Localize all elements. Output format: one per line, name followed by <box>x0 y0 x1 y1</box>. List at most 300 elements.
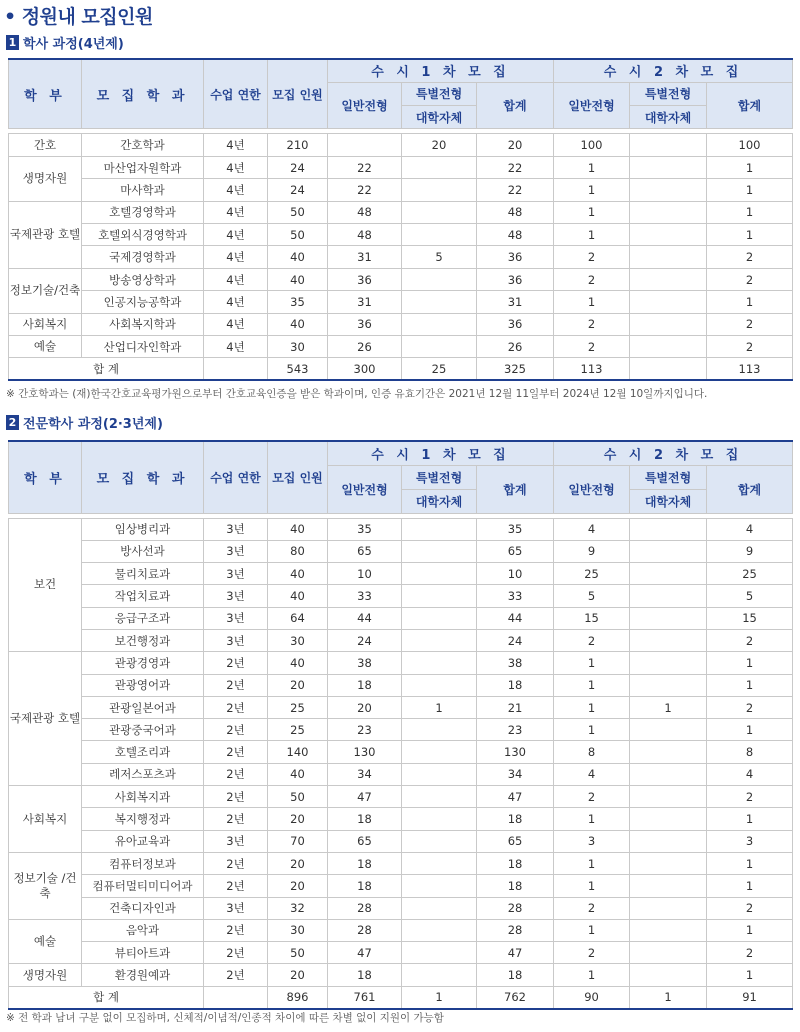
r2-total-cell: 15 <box>707 607 793 629</box>
years-cell: 4년 <box>204 246 268 268</box>
major-cell: 작업치료과 <box>82 585 204 607</box>
header-r2-special: 특별전형 <box>630 82 707 105</box>
r2-total-cell: 1 <box>707 719 793 741</box>
r2-special-cell <box>630 652 707 674</box>
r2-special-cell <box>630 763 707 785</box>
bachelor-table <box>8 58 793 381</box>
r2-total-cell: 2 <box>707 696 793 718</box>
total-r1-general-cell: 300 <box>328 358 402 380</box>
major-cell: 사회복지학과 <box>82 313 204 335</box>
r1-general-cell: 18 <box>328 964 402 986</box>
years-cell: 3년 <box>204 585 268 607</box>
quota-cell: 32 <box>268 897 328 919</box>
total-r2-special-cell: 1 <box>630 986 707 1008</box>
r2-total-cell: 3 <box>707 830 793 852</box>
r1-general-cell: 44 <box>328 607 402 629</box>
dept-cell: 간호 <box>9 134 82 156</box>
years-cell: 2년 <box>204 852 268 874</box>
dept-cell: 보건 <box>9 518 82 652</box>
total-quota-cell: 896 <box>268 986 328 1008</box>
r1-total-cell: 47 <box>477 786 554 808</box>
years-cell: 4년 <box>204 156 268 178</box>
r1-special-cell <box>402 585 477 607</box>
dept-cell: 생명자원 <box>9 964 82 986</box>
r2-general-cell: 1 <box>554 719 630 741</box>
header-r1-subtotal: 합계 <box>477 82 554 129</box>
r1-special-cell <box>402 629 477 651</box>
r1-total-cell: 28 <box>477 897 554 919</box>
r2-special-cell <box>630 674 707 696</box>
section1-title: 학사 과정(4년제) <box>23 37 124 52</box>
r2-special-cell <box>630 336 707 358</box>
total-label: 합 계 <box>9 986 204 1008</box>
quota-cell: 40 <box>268 763 328 785</box>
r2-special-cell <box>630 201 707 223</box>
r2-special-cell: 1 <box>630 696 707 718</box>
table-row <box>9 763 793 785</box>
quota-cell: 40 <box>268 268 328 290</box>
major-cell: 임상병리과 <box>82 518 204 540</box>
r2-general-cell: 4 <box>554 763 630 785</box>
total-r1-special-cell: 1 <box>402 986 477 1008</box>
r2-general-cell: 2 <box>554 313 630 335</box>
major-cell: 관광일본어과 <box>82 696 204 718</box>
r2-general-cell: 1 <box>554 696 630 718</box>
table-row <box>9 585 793 607</box>
r2-special-cell <box>630 563 707 585</box>
quota-cell: 24 <box>268 179 328 201</box>
r2-special-cell <box>630 629 707 651</box>
r1-general-cell: 36 <box>328 313 402 335</box>
r1-special-cell <box>402 674 477 696</box>
r2-total-cell: 2 <box>707 942 793 964</box>
r1-total-cell: 20 <box>477 134 554 156</box>
r2-special-cell <box>630 313 707 335</box>
major-cell: 호텔조리과 <box>82 741 204 763</box>
major-cell: 관광경영과 <box>82 652 204 674</box>
quota-cell: 40 <box>268 313 328 335</box>
r2-general-cell: 2 <box>554 786 630 808</box>
r1-special-cell <box>402 919 477 941</box>
r2-general-cell: 1 <box>554 852 630 874</box>
header-r1-special: 특별전형 <box>402 465 477 489</box>
table-row <box>9 268 793 290</box>
r2-general-cell: 1 <box>554 201 630 223</box>
r1-general-cell: 23 <box>328 719 402 741</box>
header-round1: 수 시 1 차 모 집 <box>328 59 554 82</box>
major-cell: 호텔외식경영학과 <box>82 224 204 246</box>
years-cell: 2년 <box>204 942 268 964</box>
r1-general-cell: 18 <box>328 808 402 830</box>
r2-special-cell <box>630 179 707 201</box>
r2-special-cell <box>630 291 707 313</box>
years-cell: 2년 <box>204 696 268 718</box>
years-cell: 2년 <box>204 919 268 941</box>
r1-general-cell: 130 <box>328 741 402 763</box>
major-cell: 환경원예과 <box>82 964 204 986</box>
quota-cell: 35 <box>268 291 328 313</box>
table-row <box>9 224 793 246</box>
major-cell: 응급구조과 <box>82 607 204 629</box>
dept-cell: 국제관광 호텔 <box>9 652 82 786</box>
r1-total-cell: 18 <box>477 808 554 830</box>
r2-special-cell <box>630 134 707 156</box>
r2-total-cell: 1 <box>707 964 793 986</box>
r1-general-cell: 47 <box>328 942 402 964</box>
r1-special-cell <box>402 563 477 585</box>
r2-total-cell: 1 <box>707 201 793 223</box>
table-row <box>9 830 793 852</box>
header-r1-univ-own: 대학자체 <box>402 106 477 129</box>
total-r2-total-cell: 91 <box>707 986 793 1008</box>
quota-cell: 210 <box>268 134 328 156</box>
quota-cell: 40 <box>268 652 328 674</box>
r1-general-cell: 18 <box>328 852 402 874</box>
r1-total-cell: 22 <box>477 156 554 178</box>
r2-special-cell <box>630 942 707 964</box>
quota-cell: 50 <box>268 201 328 223</box>
r1-general-cell: 33 <box>328 585 402 607</box>
r2-total-cell: 1 <box>707 919 793 941</box>
r2-total-cell: 4 <box>707 763 793 785</box>
r2-general-cell: 2 <box>554 942 630 964</box>
total-r2-total-cell: 113 <box>707 358 793 380</box>
table-row <box>9 808 793 830</box>
total-r2-special-cell <box>630 358 707 380</box>
r2-general-cell: 3 <box>554 830 630 852</box>
r1-total-cell: 18 <box>477 674 554 696</box>
quota-cell: 20 <box>268 674 328 696</box>
table-row <box>9 741 793 763</box>
r1-general-cell: 31 <box>328 291 402 313</box>
total-row <box>9 986 793 1008</box>
header-r2-univ-own: 대학자체 <box>630 489 707 513</box>
header-r1-subtotal: 합계 <box>477 465 554 513</box>
section1-number: 1 <box>6 35 19 50</box>
r1-special-cell: 1 <box>402 696 477 718</box>
r1-special-cell <box>402 808 477 830</box>
r1-general-cell: 47 <box>328 786 402 808</box>
section2-title: 전문학사 과정(2·3년제) <box>23 417 163 432</box>
years-cell: 2년 <box>204 719 268 741</box>
years-cell: 4년 <box>204 268 268 290</box>
section2-number: 2 <box>6 415 19 430</box>
header-r1-univ-own: 대학자체 <box>402 489 477 513</box>
r2-general-cell: 2 <box>554 246 630 268</box>
r2-total-cell: 2 <box>707 268 793 290</box>
major-cell: 물리치료과 <box>82 563 204 585</box>
header-r1-general: 일반전형 <box>328 82 402 129</box>
table-row <box>9 607 793 629</box>
r1-special-cell <box>402 741 477 763</box>
r1-general-cell: 36 <box>328 268 402 290</box>
r1-special-cell <box>402 518 477 540</box>
table-row <box>9 156 793 178</box>
r1-total-cell: 22 <box>477 179 554 201</box>
table-row <box>9 942 793 964</box>
r2-special-cell <box>630 830 707 852</box>
r1-general-cell: 28 <box>328 919 402 941</box>
r1-total-cell: 18 <box>477 875 554 897</box>
r1-general-cell: 28 <box>328 897 402 919</box>
table-row <box>9 719 793 741</box>
r1-total-cell: 130 <box>477 741 554 763</box>
table-row <box>9 291 793 313</box>
dept-cell: 생명자원 <box>9 156 82 201</box>
r1-general-cell: 65 <box>328 540 402 562</box>
dept-cell: 예술 <box>9 919 82 964</box>
table-row <box>9 201 793 223</box>
years-cell: 2년 <box>204 964 268 986</box>
r2-total-cell: 1 <box>707 179 793 201</box>
quota-cell: 50 <box>268 224 328 246</box>
quota-cell: 20 <box>268 964 328 986</box>
r2-special-cell <box>630 585 707 607</box>
quota-cell: 20 <box>268 875 328 897</box>
r2-total-cell: 1 <box>707 224 793 246</box>
quota-cell: 80 <box>268 540 328 562</box>
r2-total-cell: 2 <box>707 897 793 919</box>
r2-total-cell: 1 <box>707 652 793 674</box>
quota-cell: 30 <box>268 336 328 358</box>
years-cell: 4년 <box>204 291 268 313</box>
years-cell: 2년 <box>204 808 268 830</box>
r2-special-cell <box>630 518 707 540</box>
r1-total-cell: 34 <box>477 763 554 785</box>
header-r2-subtotal: 합계 <box>707 465 793 513</box>
r2-total-cell: 2 <box>707 313 793 335</box>
years-cell: 2년 <box>204 652 268 674</box>
r2-special-cell <box>630 852 707 874</box>
r1-total-cell: 38 <box>477 652 554 674</box>
r2-general-cell: 1 <box>554 291 630 313</box>
dept-cell: 국제관광 호텔 <box>9 201 82 268</box>
r1-special-cell: 20 <box>402 134 477 156</box>
total-r1-general-cell: 761 <box>328 986 402 1008</box>
header-dept: 학 부 <box>9 441 82 513</box>
quota-cell: 70 <box>268 830 328 852</box>
r2-special-cell <box>630 719 707 741</box>
r1-total-cell: 47 <box>477 942 554 964</box>
quota-cell: 40 <box>268 585 328 607</box>
table-row <box>9 919 793 941</box>
header-r2-general: 일반전형 <box>554 465 630 513</box>
quota-cell: 25 <box>268 696 328 718</box>
major-cell: 호텔경영학과 <box>82 201 204 223</box>
section1-note: ※ 간호학과는 (재)한국간호교육평가원으로부터 간호교육인증을 받은 학과이며, 인증 유효기간은 2021년 12월 11일부터 2024년 12월 10일까지입니다. <box>6 388 708 400</box>
r1-total-cell: 36 <box>477 313 554 335</box>
major-cell: 방사선과 <box>82 540 204 562</box>
r2-total-cell: 8 <box>707 741 793 763</box>
total-years-cell <box>204 986 268 1008</box>
header-years: 수업 연한 <box>204 441 268 513</box>
r2-total-cell: 1 <box>707 852 793 874</box>
r1-total-cell: 36 <box>477 246 554 268</box>
r2-general-cell: 5 <box>554 585 630 607</box>
r2-special-cell <box>630 964 707 986</box>
page-title: • 정원내 모집인원 <box>4 6 153 28</box>
r1-total-cell: 35 <box>477 518 554 540</box>
quota-cell: 40 <box>268 563 328 585</box>
header-round1: 수 시 1 차 모 집 <box>328 441 554 465</box>
r1-total-cell: 18 <box>477 852 554 874</box>
r1-total-cell: 23 <box>477 719 554 741</box>
r2-total-cell: 9 <box>707 540 793 562</box>
years-cell: 4년 <box>204 201 268 223</box>
table-row <box>9 897 793 919</box>
r2-special-cell <box>630 246 707 268</box>
r1-special-cell <box>402 156 477 178</box>
major-cell: 음악과 <box>82 919 204 941</box>
r1-special-cell <box>402 897 477 919</box>
table-row <box>9 674 793 696</box>
r1-total-cell: 44 <box>477 607 554 629</box>
years-cell: 2년 <box>204 786 268 808</box>
table-row <box>9 540 793 562</box>
quota-cell: 40 <box>268 518 328 540</box>
major-cell: 관광중국어과 <box>82 719 204 741</box>
r2-general-cell: 25 <box>554 563 630 585</box>
r2-general-cell: 2 <box>554 629 630 651</box>
total-r2-general-cell: 113 <box>554 358 630 380</box>
header-quota: 모집 인원 <box>268 441 328 513</box>
header-major: 모 집 학 과 <box>82 441 204 513</box>
table-row <box>9 246 793 268</box>
r1-special-cell <box>402 179 477 201</box>
table-row <box>9 336 793 358</box>
r2-general-cell: 100 <box>554 134 630 156</box>
r1-special-cell <box>402 852 477 874</box>
r2-general-cell: 4 <box>554 518 630 540</box>
quota-cell: 24 <box>268 156 328 178</box>
header-major: 모 집 학 과 <box>82 59 204 129</box>
major-cell: 마산업자원학과 <box>82 156 204 178</box>
quota-cell: 30 <box>268 919 328 941</box>
r1-general-cell: 18 <box>328 875 402 897</box>
r2-special-cell <box>630 897 707 919</box>
r1-total-cell: 31 <box>477 291 554 313</box>
r1-general-cell: 22 <box>328 156 402 178</box>
header-quota: 모집 인원 <box>268 59 328 129</box>
r1-special-cell <box>402 607 477 629</box>
major-cell: 인공지능공학과 <box>82 291 204 313</box>
total-r1-total-cell: 325 <box>477 358 554 380</box>
total-years-cell <box>204 358 268 380</box>
associate-table <box>8 440 793 1010</box>
r2-total-cell: 1 <box>707 156 793 178</box>
years-cell: 4년 <box>204 134 268 156</box>
years-cell: 2년 <box>204 674 268 696</box>
r2-total-cell: 100 <box>707 134 793 156</box>
quota-cell: 20 <box>268 808 328 830</box>
header-r1-general: 일반전형 <box>328 465 402 513</box>
r2-special-cell <box>630 808 707 830</box>
dept-cell: 정보기술 /건축 <box>9 852 82 919</box>
r2-special-cell <box>630 156 707 178</box>
r1-total-cell: 28 <box>477 919 554 941</box>
quota-cell: 30 <box>268 629 328 651</box>
r1-general-cell: 18 <box>328 674 402 696</box>
r1-general-cell: 35 <box>328 518 402 540</box>
r1-special-cell <box>402 268 477 290</box>
r2-general-cell: 9 <box>554 540 630 562</box>
years-cell: 3년 <box>204 607 268 629</box>
r2-special-cell <box>630 741 707 763</box>
total-r1-special-cell: 25 <box>402 358 477 380</box>
table-row <box>9 134 793 156</box>
major-cell: 유아교육과 <box>82 830 204 852</box>
years-cell: 4년 <box>204 224 268 246</box>
r1-special-cell <box>402 875 477 897</box>
major-cell: 방송영상학과 <box>82 268 204 290</box>
r1-special-cell <box>402 652 477 674</box>
r2-special-cell <box>630 786 707 808</box>
r1-general-cell: 48 <box>328 201 402 223</box>
r2-total-cell: 2 <box>707 246 793 268</box>
dept-cell: 예술 <box>9 336 82 358</box>
r2-total-cell: 2 <box>707 336 793 358</box>
r2-total-cell: 2 <box>707 629 793 651</box>
r1-general-cell: 20 <box>328 696 402 718</box>
header-r2-special: 특별전형 <box>630 465 707 489</box>
major-cell: 컴퓨터멀티미디어과 <box>82 875 204 897</box>
section1-heading <box>6 33 124 52</box>
header-r2-general: 일반전형 <box>554 82 630 129</box>
r2-special-cell <box>630 540 707 562</box>
section2-note: ※ 전 학과 남녀 구분 없이 모집하며, 신체적/이념적/인종적 차이에 따른 차별 없이 지원이 가능함 <box>6 1012 444 1024</box>
years-cell: 3년 <box>204 563 268 585</box>
header-round2: 수 시 2 차 모 집 <box>554 59 793 82</box>
r1-total-cell: 48 <box>477 201 554 223</box>
table-row <box>9 629 793 651</box>
major-cell: 건축디자인과 <box>82 897 204 919</box>
r2-total-cell: 4 <box>707 518 793 540</box>
r2-total-cell: 1 <box>707 875 793 897</box>
quota-cell: 25 <box>268 719 328 741</box>
r1-special-cell <box>402 224 477 246</box>
years-cell: 2년 <box>204 741 268 763</box>
r2-total-cell: 5 <box>707 585 793 607</box>
quota-cell: 20 <box>268 852 328 874</box>
total-row <box>9 358 793 380</box>
r1-general-cell: 10 <box>328 563 402 585</box>
r1-total-cell: 65 <box>477 540 554 562</box>
total-label: 합 계 <box>9 358 204 380</box>
table-row <box>9 786 793 808</box>
r2-general-cell: 1 <box>554 919 630 941</box>
major-cell: 국제경영학과 <box>82 246 204 268</box>
r2-general-cell: 1 <box>554 224 630 246</box>
r1-total-cell: 33 <box>477 585 554 607</box>
r1-total-cell: 24 <box>477 629 554 651</box>
r1-special-cell <box>402 786 477 808</box>
table-row <box>9 964 793 986</box>
r1-total-cell: 18 <box>477 964 554 986</box>
r2-total-cell: 25 <box>707 563 793 585</box>
years-cell: 3년 <box>204 897 268 919</box>
quota-cell: 50 <box>268 942 328 964</box>
r1-general-cell: 38 <box>328 652 402 674</box>
table-row <box>9 518 793 540</box>
quota-cell: 64 <box>268 607 328 629</box>
r2-general-cell: 15 <box>554 607 630 629</box>
r1-total-cell: 21 <box>477 696 554 718</box>
r2-general-cell: 1 <box>554 964 630 986</box>
r1-total-cell: 48 <box>477 224 554 246</box>
r1-special-cell: 5 <box>402 246 477 268</box>
r1-general-cell <box>328 134 402 156</box>
r2-special-cell <box>630 268 707 290</box>
